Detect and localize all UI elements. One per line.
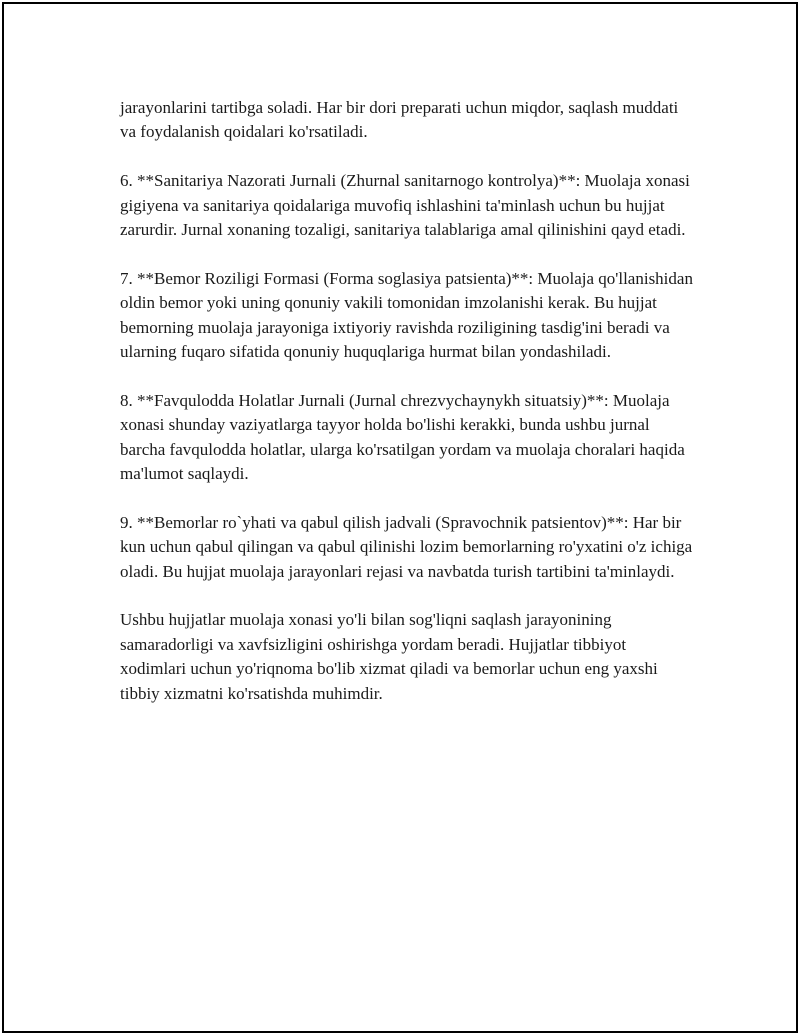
document-page [2, 2, 798, 1033]
paragraph-item-7: 7. **Bemor Roziligi Formasi (Forma soglasiya patsienta)**: Muolaja qo'llanishidan oldin bemor yoki uning qonuniy vakili tomonidan imzolanishi kerak. Bu hujjat bemorning muolaja jarayoniga ixtiyoriy ravishda roziligining tasdig'ini beradi va ularning fuqaro sifatida qonuniy huquqlariga hurmat bilan yondashiladi. [120, 268, 693, 362]
paragraph-conclusion: Ushbu hujjatlar muolaja xonasi yo'li bilan sog'liqni saqlash jarayonining samaradorligi va xavfsizligini oshirishga yordam beradi. Hujjatlar tibbiyot xodimlari uchun yo'riqnoma bo'lib xizmat qiladi va bemorlar uchun eng yaxshi tibbiy xizmatni ko'rsatishda muhimdir. [120, 610, 658, 703]
paragraph-item-6: 6. **Sanitariya Nazorati Jurnali (Zhurnal sanitarnogo kontrolya)**: Muolaja xonasi gigiyena va sanitariya qoidalariga muvofiq ishlashini ta'minlash uchun bu hujjat zarurdir. Jurnal xonaning tozaligi, sanitariya talablariga amal qilinishini qayd etadi. [120, 171, 690, 240]
paragraph-item-9: 9. **Bemorlar ro`yhati va qabul qilish jadvali (Spravochnik patsientov)**: Har bir kun uchun qabul qilingan va qabul qilinishi lozim bemorlarning ro'yxatini o'z ichiga oladi. Bu hujjat muolaja jarayonlari rejasi va navbatda turish tartibini ta'minlaydi. [120, 512, 693, 581]
paragraph-continuation: jarayonlarini tartibga soladi. Har bir dori preparati uchun miqdor, saqlash muddati va foydalanish qoidalari ko'rsatiladi. [120, 98, 679, 142]
paragraph-item-8: 8. **Favqulodda Holatlar Jurnali (Jurnal chrezvychaynykh situatsiy)**: Muolaja xonasi shunday vaziyatlarga tayyor holda bo'lishi kerakki, bunda ushbu jurnal barcha favqulodda holatlar, ularga ko'rsatilgan yordam va muolaja choralari haqida ma'lumot saqlaydi. [120, 390, 685, 484]
document-body [120, 96, 695, 706]
